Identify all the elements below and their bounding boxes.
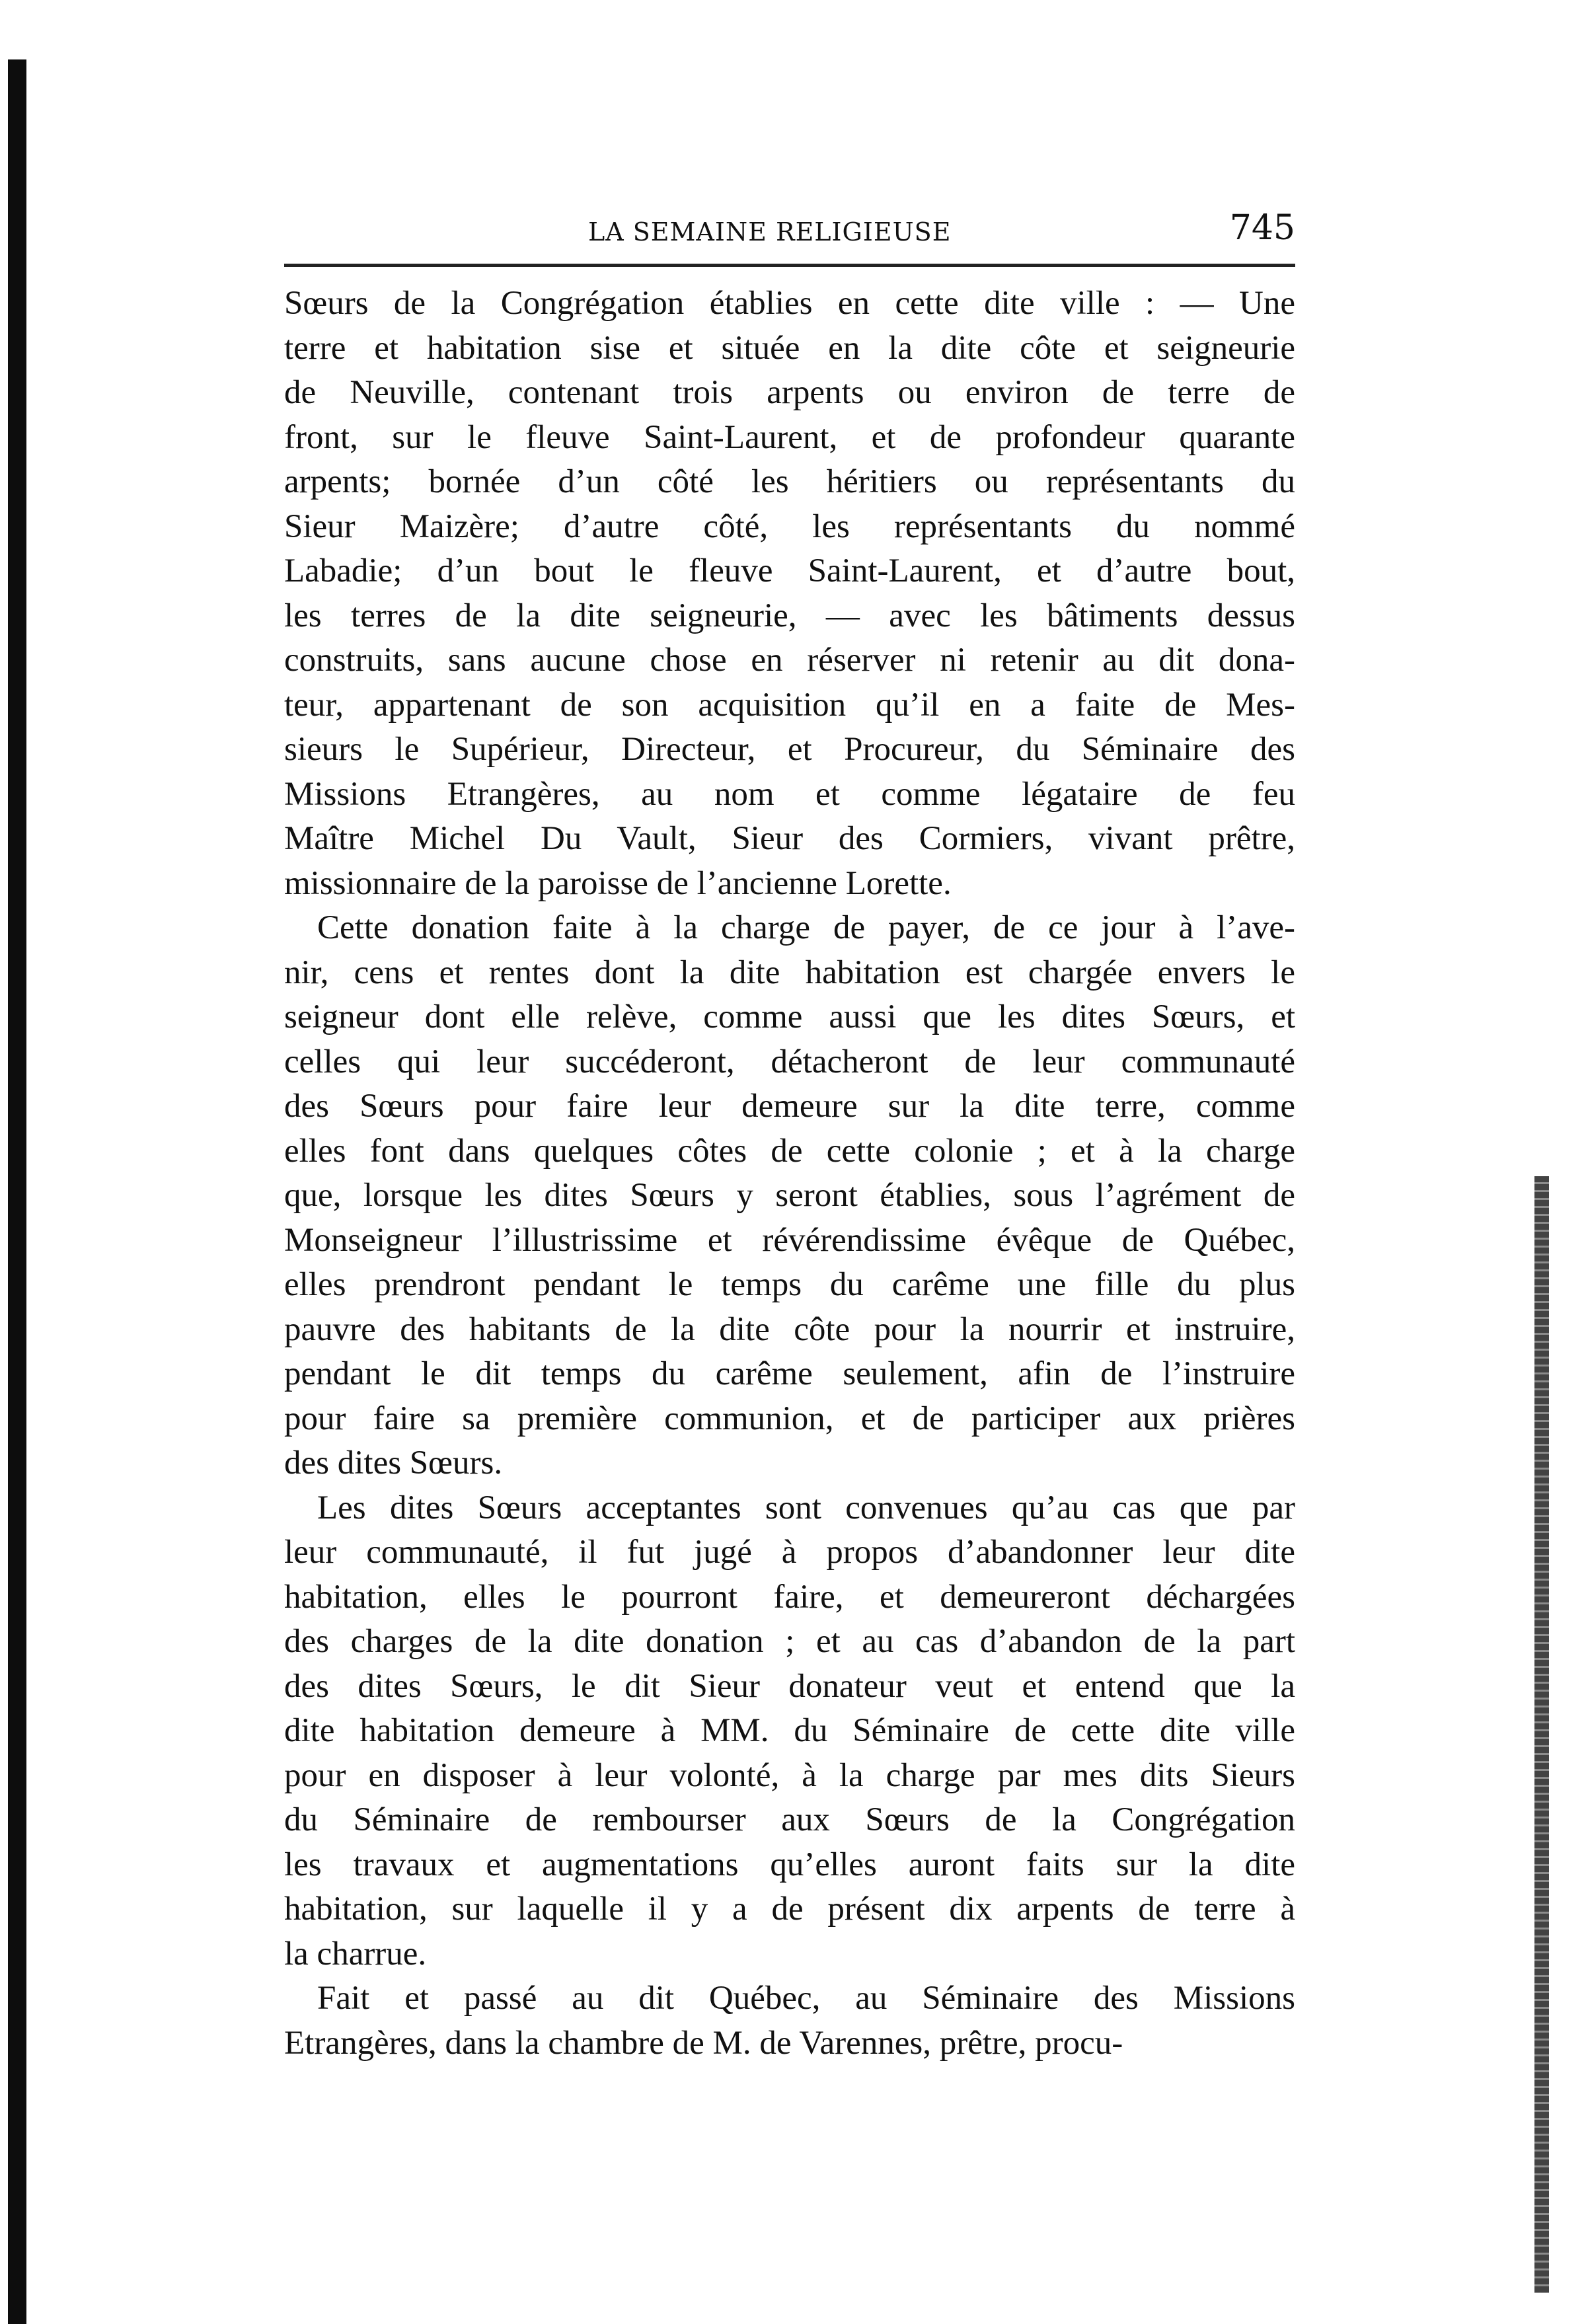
- text-line: Labadie; d’un bout le fleuve Saint-Laurent, et d’autre bout,: [284, 552, 1295, 589]
- text-line: du Séminaire de rembourser aux Sœurs de la Congrégation: [284, 1801, 1295, 1838]
- page-number: 745: [1229, 208, 1295, 248]
- text-line: seigneur dont elle relève, comme aussi que les dites Sœurs, et: [284, 998, 1295, 1035]
- text-line: leur communauté, il fut jugé à propos d’abandonner leur dite: [284, 1534, 1295, 1571]
- scan-binding-edge: [8, 59, 26, 2324]
- text-line: Sœurs de la Congrégation établies en cette dite ville : — Une: [284, 285, 1295, 322]
- text-line: pour en disposer à leur volonté, à la charge par mes dits Sieurs: [284, 1756, 1295, 1794]
- text-line: celles qui leur succéderont, détacheront de leur communauté: [284, 1043, 1295, 1080]
- text-line: des Sœurs pour faire leur demeure sur la dite terre, comme: [284, 1088, 1295, 1125]
- text-line: de Neuville, contenant trois arpents ou environ de terre de: [284, 374, 1295, 411]
- text-line: habitation, elles le pourront faire, et demeureront déchargées: [284, 1578, 1295, 1616]
- text-line: pauvre des habitants de la dite côte pour la nourrir et instruire,: [284, 1310, 1295, 1348]
- text-line: Cette donation faite à la charge de payer, de ce jour à l’ave-: [317, 909, 1295, 946]
- text-line: terre et habitation sise et située en la dite côte et seigneurie: [284, 329, 1295, 367]
- paragraph: [284, 906, 1295, 1486]
- text-line: Etrangères, dans la chambre de M. de Varennes, prêtre, procu-: [284, 2024, 1123, 2062]
- paragraph: [284, 281, 1295, 906]
- text-line: sieurs le Supérieur, Directeur, et Procureur, du Séminaire des: [284, 731, 1295, 768]
- text-line: habitation, sur laquelle il y a de présent dix arpents de terre à: [284, 1891, 1295, 1928]
- text-line: les travaux et augmentations qu’elles auront faits sur la dite: [284, 1846, 1295, 1883]
- text-line: des dites Sœurs.: [284, 1444, 503, 1481]
- text-line: elles font dans quelques côtes de cette colonie ; et à la charge: [284, 1132, 1295, 1170]
- text-line: la charrue.: [284, 1935, 427, 1972]
- running-title: LA SEMAINE RELIGIEUSE: [588, 217, 952, 246]
- text-line: elles prendront pendant le temps du carême une fille du plus: [284, 1266, 1295, 1303]
- text-line: pendant le dit temps du carême seulement, afin de l’instruire: [284, 1355, 1295, 1392]
- text-line: Fait et passé au dit Québec, au Séminaire des Missions: [317, 1980, 1295, 2017]
- text-line: missionnaire de la paroisse de l’ancienne Lorette.: [284, 864, 952, 902]
- text-line: Missions Etrangères, au nom et comme légataire de feu: [284, 775, 1295, 813]
- paragraph: [284, 1976, 1295, 2066]
- text-line: que, lorsque les dites Sœurs y seront établies, sous l’agrément de: [284, 1177, 1295, 1214]
- text-line: Les dites Sœurs acceptantes sont convenues qu’au cas que par: [317, 1489, 1295, 1526]
- body-text: [284, 281, 1295, 2066]
- text-line: Maître Michel Du Vault, Sieur des Cormiers, vivant prêtre,: [284, 820, 1295, 857]
- text-line: des dites Sœurs, le dit Sieur donateur veut et entend que la: [284, 1667, 1295, 1705]
- text-line: arpents; bornée d’un côté les héritiers ou représentants du: [284, 463, 1295, 500]
- text-line: Sieur Maizère; d’autre côté, les représentants du nommé: [284, 507, 1295, 545]
- text-line: teur, appartenant de son acquisition qu’il en a faite de Mes-: [284, 686, 1295, 724]
- text-line: pour faire sa première communion, et de participer aux prières: [284, 1400, 1295, 1437]
- text-line: Monseigneur l’illustrissime et révérendissime évêque de Québec,: [284, 1221, 1295, 1259]
- text-line: les terres de la dite seigneurie, — avec les bâtiments dessus: [284, 597, 1295, 634]
- header-rule: [284, 264, 1295, 267]
- book-page: [284, 202, 1295, 2066]
- text-line: dite habitation demeure à MM. du Séminaire de cette dite ville: [284, 1712, 1295, 1749]
- running-head: [284, 202, 1295, 261]
- text-line: des charges de la dite donation ; et au cas d’abandon de la part: [284, 1623, 1295, 1660]
- paragraph: [284, 1486, 1295, 1977]
- text-line: front, sur le fleuve Saint-Laurent, et de profondeur quarante: [284, 418, 1295, 456]
- scan-right-edge: [1534, 1176, 1549, 2293]
- text-line: nir, cens et rentes dont la dite habitation est chargée envers le: [284, 954, 1295, 991]
- text-line: construits, sans aucune chose en réserver ni retenir au dit dona-: [284, 642, 1295, 679]
